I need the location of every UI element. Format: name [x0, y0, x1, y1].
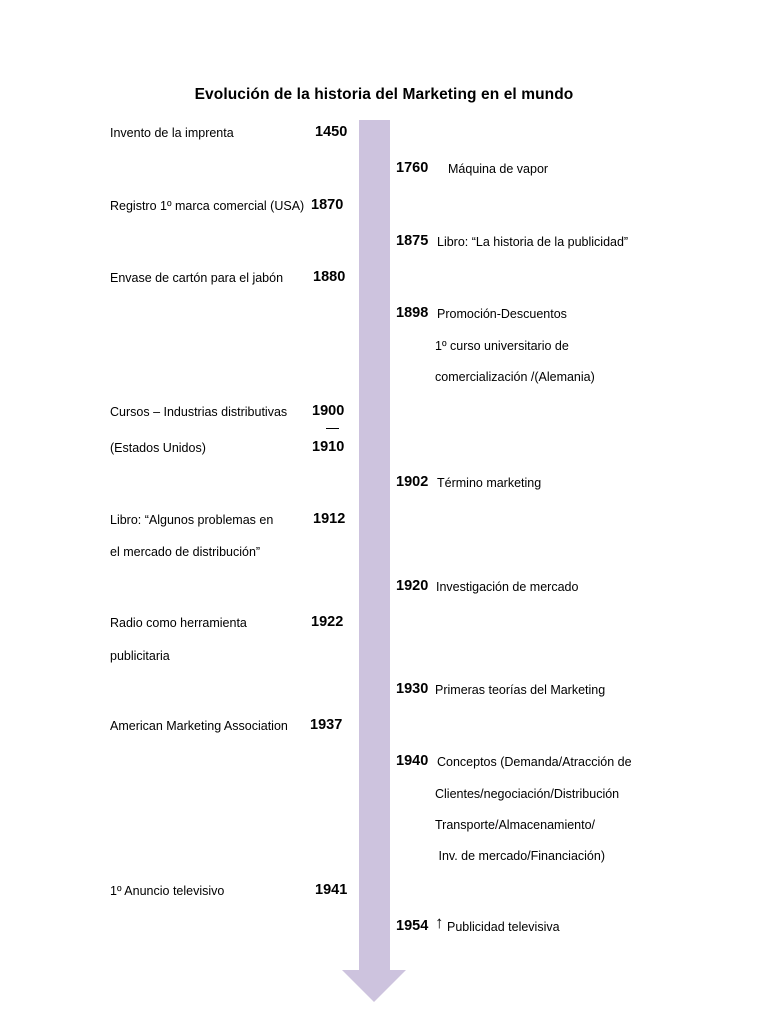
event-year: 1875 [396, 233, 429, 249]
event-year: 1920 [396, 578, 429, 594]
event-label: Promoción-Descuentos [437, 307, 567, 321]
event-year: 1930 [396, 681, 429, 697]
event-year: 1954 [396, 918, 429, 934]
year-range-dash [326, 428, 339, 429]
event-year-end: 1910 [312, 439, 345, 455]
event-label: Envase de cartón para el jabón [110, 271, 284, 285]
event-label: Invento de la imprenta [110, 126, 234, 140]
event-detail-line: Transporte/Almacenamiento/ [435, 818, 596, 832]
event-year: 1902 [396, 474, 429, 490]
up-arrow-icon: ↑ [435, 913, 444, 932]
event-year: 1941 [315, 882, 348, 898]
event-detail-line: Inv. de mercado/Financiación) [435, 849, 605, 863]
timeline-arrow [341, 120, 407, 1004]
event-year: 1940 [396, 753, 429, 769]
event-label: Investigación de mercado [436, 580, 579, 594]
event-label: Primeras teorías del Marketing [435, 683, 606, 697]
event-label: Libro: “La historia de la publicidad” [437, 235, 629, 249]
event-label-line2: (Estados Unidos) [110, 441, 206, 455]
event-year: 1760 [396, 160, 429, 176]
page-title: Evolución de la historia del Marketing en el mundo [194, 86, 574, 103]
event-label: Conceptos (Demanda/Atracción de [437, 755, 632, 769]
event-label: Publicidad televisiva [447, 920, 560, 934]
event-year: 1898 [396, 305, 429, 321]
event-label: Término marketing [437, 476, 542, 490]
timeline-arrow-shape [342, 120, 406, 1002]
event-label-line2: el mercado de distribución” [110, 545, 261, 559]
event-label: American Marketing Association [110, 719, 288, 733]
event-detail-line: 1º curso universitario de [435, 339, 569, 353]
event-detail-line: comercialización /(Alemania) [435, 370, 595, 384]
event-label: Máquina de vapor [448, 162, 549, 176]
event-year: 1880 [313, 269, 346, 285]
event-year: 1912 [313, 511, 346, 527]
event-year: 1937 [310, 717, 343, 733]
event-label: Radio como herramienta [110, 616, 247, 630]
event-label: Registro 1º marca comercial (USA) [110, 199, 305, 213]
event-year: 1922 [311, 614, 344, 630]
event-year: 1450 [315, 124, 348, 140]
event-label-line2: publicitaria [110, 649, 170, 663]
event-year: 1900 [312, 403, 345, 419]
event-label: Cursos – Industrias distributivas [110, 405, 288, 419]
event-label: Libro: “Algunos problemas en [110, 513, 274, 527]
event-label: 1º Anuncio televisivo [110, 884, 225, 898]
event-year: 1870 [311, 197, 344, 213]
event-detail-line: Clientes/negociación/Distribución [435, 787, 620, 801]
